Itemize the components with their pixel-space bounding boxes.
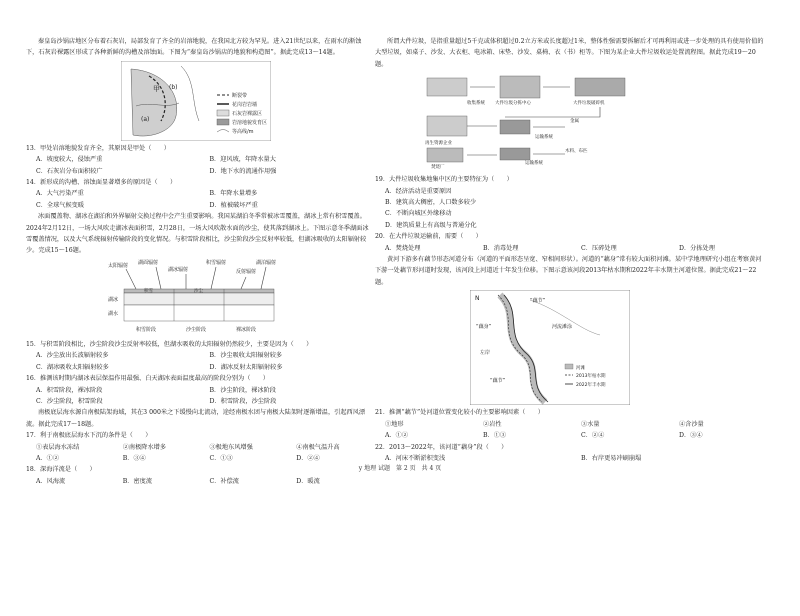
option[interactable]: D．暖流 xyxy=(296,477,320,485)
lake-ice-figure xyxy=(26,259,373,337)
option[interactable]: A．焚烧处理 xyxy=(385,244,421,252)
statement: ①地形 xyxy=(385,420,404,428)
fig2-mid-label: 积雪 xyxy=(144,288,153,294)
question-20: 20．在大件垃圾运输前，需要（ ） xyxy=(375,233,482,241)
option[interactable]: D．建筑质量上有高级与普通分化 xyxy=(385,221,477,229)
karst-map-figure xyxy=(26,61,373,141)
option[interactable]: A．风海流 xyxy=(36,477,66,485)
fig2-top-label: 积雪辐射 xyxy=(206,259,227,266)
fig1-label: (a) xyxy=(141,115,150,123)
statement: ③水量 xyxy=(581,420,600,428)
option[interactable]: B．沙尘阶段，裸冰阶段 xyxy=(209,386,276,394)
option[interactable]: B．年降水量增多 xyxy=(209,190,258,198)
map-legend: 2013年枯水期 xyxy=(576,374,606,380)
question-14-options xyxy=(26,188,373,211)
option[interactable]: C．补偿流 xyxy=(209,477,239,485)
question-15: 15．与积雪阶段相比，沙尘阶段沙尘反射率较低，但湖水吸收的太阳辐射仍然较少，主要是因为（ ） xyxy=(26,340,313,348)
fig1-legend: 石灰岩裸露区 xyxy=(232,110,263,117)
option[interactable]: A．坡度较大，侵蚀严重 xyxy=(36,156,103,164)
option[interactable]: C．压碎处理 xyxy=(581,244,617,252)
option[interactable]: D．分拣处理 xyxy=(679,244,715,252)
right-column xyxy=(375,36,767,464)
flow-label: 焚烧厂 xyxy=(431,165,445,171)
map-legend: 2022年丰水期 xyxy=(576,383,606,389)
page-footer: y 地理 试题 第 2 页 共 4 页 xyxy=(358,465,442,472)
river-channel-map xyxy=(375,290,767,405)
option[interactable]: C．①③ xyxy=(209,454,233,462)
option[interactable]: C．全球气候变暖 xyxy=(36,201,85,209)
question-18: 18．深海洋流是（ ） xyxy=(26,466,96,474)
option[interactable]: D．积雪阶段，沙尘阶段 xyxy=(209,397,277,405)
fig2-top-label: 湖冰辐射 xyxy=(168,266,189,273)
option[interactable]: A．积雪阶段，裸冰阶段 xyxy=(36,386,103,394)
fig1-legend: 花岗岩岩墙 xyxy=(232,101,258,108)
option[interactable]: B．迎风坡，年降水量大 xyxy=(209,156,276,164)
passage-15-16: 冰面覆盖物、湖冰在湖泊和外界辐射交换过程中会产生重要影响。我国某湖泊冬季常被冰雪覆盖，湖冰上常有积雪覆盖。2024年2月12日，一场大风吹走湖冰表面积雪，2月28日，一场大风吹散水面的沙尘，使其落到湖冰上。下图示意冬季湖面冰雪覆盖情况，以及大气系统辐射传输阶段的变化情况。与积雪阶段相比，沙尘阶段沙尘反射率较低，但湖冰吸收的太阳辐射较少。完成15～16题。 xyxy=(26,213,369,255)
passage-13-14: 秦皇岛沙锅店地区分布着石灰岩，局部发育了齐全的岩溶地貌，在我国北方较为罕见。进入21世纪以来，在雨水的渐蚀下，石灰岩裸露区形成了各种新鲜的沟槽及溶蚀面。下图为“秦皇岛沙锅店的地貌和构造图”。据此完成13～14题。 xyxy=(26,38,362,57)
option[interactable]: A．河床不断淤积变浅 xyxy=(385,454,446,462)
fig1-legend: 断裂带 xyxy=(232,92,248,99)
option[interactable]: B．①③ xyxy=(483,432,507,440)
option[interactable]: A．①② xyxy=(36,454,60,462)
flow-label: 木料、布匹 xyxy=(565,149,588,155)
fig2-stage: 沙尘阶段 xyxy=(186,326,207,333)
map-label: “藕节” xyxy=(490,378,506,385)
question-19-options xyxy=(375,186,767,232)
fig2-stage: 积雪阶段 xyxy=(136,326,157,333)
flow-label: 收集系统 xyxy=(467,101,485,107)
flow-label: 运输系统 xyxy=(525,161,543,167)
fig1-legend: 岩溶地貌发育区 xyxy=(232,119,268,126)
question-16-options xyxy=(26,385,373,408)
option[interactable]: A．①② xyxy=(385,432,409,440)
option[interactable]: C．湖冰吸收太阳辐射较多 xyxy=(36,363,109,371)
statement: ②岩性 xyxy=(483,420,502,428)
statement: ④含沙量 xyxy=(679,420,704,428)
statement: ④南极气温升高 xyxy=(296,443,340,451)
option[interactable]: D．湖冰反射太阳辐射较多 xyxy=(209,363,283,371)
map-label: “藕节” xyxy=(530,298,546,305)
question-16: 16．推测该时期内湖冰表层保温作用最强、白天湖冰表面温度最高的阶段分别为（ ） xyxy=(26,375,269,383)
option[interactable]: B．建筑高大稠密，人口数多较少 xyxy=(385,199,477,207)
option[interactable]: C．不断向城区外缘移动 xyxy=(385,210,452,218)
north-arrow: N xyxy=(475,295,480,303)
question-13-options xyxy=(26,154,373,177)
statement: ②南极降水增多 xyxy=(122,443,167,451)
map-label: 左岸 xyxy=(480,350,491,357)
option[interactable]: A．沙尘放出长波辐射较多 xyxy=(36,352,109,360)
fig2-top-label: 反射辐射 xyxy=(236,268,257,275)
option[interactable]: A．大气污染严重 xyxy=(36,190,84,198)
passage-19-20: 所谓大件垃圾，是指重量超过5千克或体积超过0.2立方米或长度超过1米，整体性强需要拆解后才可再利用或进一步处理的具有使用价值的大型垃圾，如桌子、沙发、大衣柜、电冰箱、床垫、沙发、桌椅、衣（书）柜等。下图为某企业大件垃圾收运处置流程图。据此完成19～20题。 xyxy=(375,38,764,68)
question-21-statements xyxy=(375,419,767,430)
question-20-options xyxy=(375,243,767,254)
option[interactable]: C．②④ xyxy=(581,432,605,440)
flow-label: 大件垃圾分拣中心 xyxy=(495,101,531,107)
map-legend: 河滩 xyxy=(576,366,585,372)
fig2-top-label: 湖泊辐射 xyxy=(256,259,277,266)
question-15-options xyxy=(26,350,373,373)
option[interactable]: A．经济活动是重要原因 xyxy=(385,187,452,195)
question-19: 19．大件垃圾收集地集中区的主要特征为（ ） xyxy=(375,176,513,184)
flow-label: 运输系统 xyxy=(535,135,553,141)
fig2-top-label: 太阳辐射 xyxy=(108,262,129,269)
option[interactable]: C．石灰岩分布面积较广 xyxy=(36,167,103,175)
option[interactable]: D．地下水的流通作用强 xyxy=(209,167,277,175)
fig1-legend: 等高线/m xyxy=(232,128,254,135)
passage-17-18: 南极底层海水源自南极陆架海域，其在3 000米之下缓慢向北流动，途经南极水团与南极大陆架时逐渐增温，引起西风漂流。据此完成17～18题。 xyxy=(26,409,366,428)
question-17-statements xyxy=(26,442,373,453)
question-21: 21．推测“藕节”处河道位置变化较小的主要影响因素（ ） xyxy=(375,409,544,417)
question-13: 13．甲处岩溶地貌发育齐全，其原因是甲处（ ） xyxy=(26,144,170,152)
option[interactable]: D．②④ xyxy=(296,454,320,462)
flow-label: 再生资源企业 xyxy=(425,141,452,147)
fig2-stage: 裸冰阶段 xyxy=(236,326,257,333)
option[interactable]: B．③④ xyxy=(122,454,146,462)
option[interactable]: B．密度流 xyxy=(122,477,153,485)
passage-21-22: 黄河下游多有藕节形态河道分布（河道的平面形态呈宽、窄相间形状）。河道的“藕身”常有较大面积河滩。某中学地理研究小组在考察黄河下游一处藕节形河道时发现，该河段上河道近十年发生位移。下图示意该河段2013年枯水期和2022年丰水期主河道位置。据此完成21～22题。 xyxy=(375,256,762,286)
option[interactable]: C．沙尘阶段，积雪阶段 xyxy=(36,397,103,405)
left-column xyxy=(26,36,373,487)
option[interactable]: B．右岸更易冲刷崩塌 xyxy=(581,454,642,462)
fig1-label: 甲 xyxy=(153,84,160,93)
fig2-row-label: 湖冰 xyxy=(108,296,119,303)
question-14: 14．新形成的沟槽、溶蚀面显著增多的原因是（ ） xyxy=(26,179,177,187)
option[interactable]: D．植被破坏严重 xyxy=(209,201,258,209)
map-label: 河流滩涂 xyxy=(552,324,573,331)
question-22: 22．2013～2022年，该河道“藕身”段（ ） xyxy=(375,443,508,451)
flow-label: 金属 xyxy=(570,119,579,125)
option[interactable]: B．沙尘吸收太阳辐射较多 xyxy=(209,352,283,360)
statement: ①表层海水冻结 xyxy=(36,443,80,451)
fig2-row-label: 湖水 xyxy=(108,310,119,317)
bulky-waste-flowchart xyxy=(375,72,767,172)
question-18-options xyxy=(26,476,373,487)
fig1-label: (b) xyxy=(169,83,178,91)
statement: ③极地东风增强 xyxy=(209,443,253,451)
fig2-top-label: 湖面辐射 xyxy=(138,259,159,266)
map-label: “藕身” xyxy=(476,324,492,331)
flow-label: 大件垃圾破碎机 xyxy=(573,101,605,107)
option[interactable]: B．消毒处理 xyxy=(483,244,519,252)
fig2-mid-label: 沙尘 xyxy=(194,288,203,294)
option[interactable]: D．③④ xyxy=(679,432,703,440)
question-21-options xyxy=(375,430,767,441)
question-17: 17．利于南极底层海水下沉的条件是（ ） xyxy=(26,432,152,440)
